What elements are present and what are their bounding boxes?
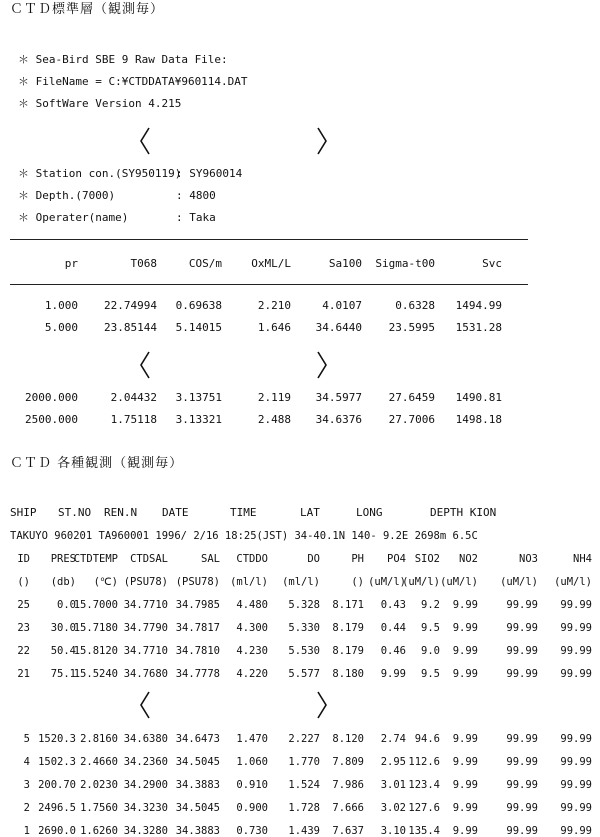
omission-mark-4 [315,350,329,380]
table-cell: 4.0107 [322,299,362,312]
table-cell: 0.43 [380,599,406,611]
table-cell: 99.99 [560,668,592,680]
column-name: PO4 [387,553,406,565]
column-name: NO3 [519,553,538,565]
column-unit: () [351,576,364,588]
table-cell: 3.10 [380,825,406,837]
table-cell: 34.3280 [123,825,168,837]
table-cell: 34.3883 [175,779,220,791]
column-name: CTDTEMP [73,553,118,565]
column-unit: (uM/l) [368,576,406,588]
header-line-software: ＊ SoftWare Version 4.215 [18,97,182,110]
table-cell: 0.6328 [395,299,435,312]
divider-bottom [10,284,528,285]
table-cell: 99.99 [560,733,592,745]
table-cell: 21 [17,668,30,680]
omission-mark-5 [138,690,152,720]
table-cell: 34.3883 [175,825,220,837]
table-cell: 9.99 [452,645,478,657]
table-cell: 5.14015 [175,321,222,334]
table-cell: 99.99 [506,756,538,768]
table-cell: 4.300 [236,622,268,634]
table-cell: 4.220 [236,668,268,680]
table-cell: 75.1 [50,668,76,680]
info-depth-value: : 4800 [176,189,216,202]
column-name: DO [307,553,320,565]
table-cell: 34.6380 [123,733,168,745]
table-cell: 1531.28 [455,321,502,334]
meta-label: TIME [230,506,257,519]
column-name: SAL [201,553,220,565]
table-cell: 9.99 [452,622,478,634]
table-cell: 4 [23,756,30,768]
table-cell: 34.6473 [175,733,220,745]
table-cell: 15.5240 [73,668,118,680]
table-cell: 1.000 [44,299,78,312]
table-cell: 2.95 [380,756,406,768]
table-cell: 3.02 [380,802,406,814]
table-cell: 1.439 [288,825,320,837]
table-cell: 22.74994 [104,299,157,312]
table-cell: 4.480 [236,599,268,611]
meta-label: DEPTH KION [430,506,497,519]
table-cell: 3 [23,779,30,791]
table-cell: 0.44 [380,622,406,634]
table-cell: 9.99 [452,733,478,745]
table-cell: 34.7778 [175,668,220,680]
cruise-meta-line: TAKUYO 960201 TA960001 1996/ 2/16 18:25(JST) 34-40.1N 140- 9.2E 2698m 6.5C [10,530,478,542]
column-name: CTDDO [236,553,268,565]
table-cell: 9.0 [421,645,440,657]
table-cell: 2.0230 [80,779,118,791]
table-cell: 99.99 [506,599,538,611]
table-cell: 34.6440 [315,321,362,334]
column-unit: (uM/l) [554,576,592,588]
table-cell: 50.4 [50,645,76,657]
table-cell: 0.46 [380,645,406,657]
table-cell: 99.99 [560,756,592,768]
table-cell: 34.7790 [123,622,168,634]
table-cell: 34.7680 [123,668,168,680]
column-unit: (uM/l) [500,576,538,588]
table-cell: 7.637 [332,825,364,837]
table-cell: 2.210 [257,299,291,312]
table-cell: 0.910 [236,779,268,791]
table-cell: 9.99 [452,668,478,680]
table-cell: 3.01 [380,779,406,791]
table-cell: 2496.5 [38,802,76,814]
column-unit: () [17,576,30,588]
table-cell: 2.4660 [80,756,118,768]
table-cell: 23.85144 [104,321,157,334]
table-cell: 4.230 [236,645,268,657]
table-cell: 5.000 [44,321,78,334]
table-cell: 3.13751 [175,391,222,404]
table-cell: 1520.3 [38,733,76,745]
table-cell: 1502.3 [38,756,76,768]
table-cell: 2690.0 [38,825,76,837]
table-cell: 2.488 [257,413,291,426]
table-cell: 7.986 [332,779,364,791]
table-cell: 34.7710 [123,645,168,657]
info-operator-label: ＊ Operater(name) [18,211,129,224]
table-cell: 1.646 [257,321,291,334]
table-cell: 1.524 [288,779,320,791]
table-cell: 1.060 [236,756,268,768]
table-cell: 9.99 [452,825,478,837]
table-cell: 94.6 [414,733,440,745]
table-cell: 99.99 [506,825,538,837]
section1-title: ＣＴＤ標準層（観測毎） [10,2,165,17]
table-cell: 9.99 [452,756,478,768]
info-station-value: : SY960014 [176,167,243,180]
table-cell: 0.0 [57,599,76,611]
table-cell: 99.99 [560,825,592,837]
table-cell: 99.99 [506,668,538,680]
table-cell: 2.04432 [110,391,157,404]
table-cell: 34.7817 [175,622,220,634]
table-cell: 2.227 [288,733,320,745]
column-unit: (ml/l) [230,576,268,588]
omission-mark-2 [315,126,329,156]
table-cell: 1.470 [236,733,268,745]
table-cell: 99.99 [506,733,538,745]
table-cell: 99.99 [560,599,592,611]
table-cell: 9.99 [452,779,478,791]
info-operator-value: : Taka [176,211,216,224]
table-cell: 2.74 [380,733,406,745]
table-cell: 5.530 [288,645,320,657]
table-cell: 2500.000 [25,413,78,426]
column-name: NO2 [459,553,478,565]
table-cell: 3.13321 [175,413,222,426]
table-cell: 8.180 [332,668,364,680]
column-unit: (ml/l) [282,576,320,588]
meta-label: LAT [300,506,320,519]
table-cell: 1.7560 [80,802,118,814]
table-cell: 15.7180 [73,622,118,634]
table-cell: 99.99 [560,802,592,814]
column-header: pr [64,257,78,270]
table-cell: 9.5 [421,622,440,634]
table-cell: 1.6260 [80,825,118,837]
table-cell: 1.728 [288,802,320,814]
table-cell: 99.99 [560,645,592,657]
table-cell: 9.99 [380,668,406,680]
table-cell: 112.6 [408,756,440,768]
table-cell: 34.7985 [175,599,220,611]
table-cell: 34.5045 [175,802,220,814]
table-cell: 9.99 [452,599,478,611]
table-cell: 0.730 [236,825,268,837]
omission-mark-6 [315,690,329,720]
divider-top [10,239,528,240]
table-cell: 99.99 [506,645,538,657]
column-header: Sigma-t00 [375,257,435,270]
header-line-rawfile: ＊ Sea-Bird SBE 9 Raw Data File: [18,53,228,66]
table-cell: 5 [23,733,30,745]
column-header: OxML/L [251,257,291,270]
table-cell: 27.6459 [388,391,435,404]
column-name: ID [17,553,30,565]
column-unit: (db) [50,576,76,588]
meta-label: LONG [356,506,383,519]
table-cell: 2.8160 [80,733,118,745]
column-unit: (uM/l) [402,576,440,588]
table-cell: 2000.000 [25,391,78,404]
column-header: COS/m [188,257,222,270]
table-cell: 1.75118 [110,413,157,426]
section2-title: ＣＴＤ 各種観測（観測毎） [10,456,184,471]
meta-label: SHIP [10,506,37,519]
meta-label: ST.NO [58,506,92,519]
column-name: PRES [50,553,76,565]
table-cell: 8.120 [332,733,364,745]
table-cell: 99.99 [506,779,538,791]
meta-label: DATE [162,506,189,519]
table-cell: 1.770 [288,756,320,768]
table-cell: 25 [17,599,30,611]
table-cell: 7.809 [332,756,364,768]
table-cell: 34.3230 [123,802,168,814]
column-name: SIO2 [414,553,440,565]
table-cell: 23 [17,622,30,634]
table-cell: 8.179 [332,622,364,634]
table-cell: 23.5995 [388,321,435,334]
table-cell: 34.5045 [175,756,220,768]
table-cell: 1498.18 [455,413,502,426]
table-cell: 2.119 [257,391,291,404]
table-cell: 27.7006 [388,413,435,426]
table-cell: 1 [23,825,30,837]
column-name: PH [351,553,364,565]
table-cell: 34.7710 [123,599,168,611]
table-cell: 2 [23,802,30,814]
table-cell: 34.2360 [123,756,168,768]
column-header: Sa100 [328,257,362,270]
table-cell: 8.179 [332,645,364,657]
table-cell: 7.666 [332,802,364,814]
table-cell: 34.2900 [123,779,168,791]
column-header: T068 [130,257,157,270]
table-cell: 135.4 [408,825,440,837]
table-cell: 9.2 [421,599,440,611]
table-cell: 99.99 [560,779,592,791]
table-cell: 34.6376 [315,413,362,426]
info-station-label: ＊ Station con.(SY950119) [18,167,182,180]
omission-mark-1 [138,126,152,156]
column-name: CTDSAL [130,553,168,565]
header-line-filename: ＊ FileName = C:¥CTDDATA¥960114.DAT [18,75,248,88]
info-depth-label: ＊ Depth.(7000) [18,189,116,202]
table-cell: 15.7000 [73,599,118,611]
table-cell: 200.70 [38,779,76,791]
column-unit: (℃) [93,576,118,588]
column-unit: (uM/l) [440,576,478,588]
table-cell: 99.99 [506,802,538,814]
table-cell: 5.577 [288,668,320,680]
table-cell: 5.328 [288,599,320,611]
table-cell: 34.5977 [315,391,362,404]
table-cell: 1494.99 [455,299,502,312]
table-cell: 8.171 [332,599,364,611]
column-unit: (PSU78) [123,576,168,588]
table-cell: 34.7810 [175,645,220,657]
table-cell: 0.69638 [175,299,222,312]
column-unit: (PSU78) [175,576,220,588]
table-cell: 0.900 [236,802,268,814]
table-cell: 30.0 [50,622,76,634]
table-cell: 123.4 [408,779,440,791]
table-cell: 127.6 [408,802,440,814]
table-cell: 15.8120 [73,645,118,657]
table-cell: 22 [17,645,30,657]
table-cell: 5.330 [288,622,320,634]
meta-label: REN.N [104,506,138,519]
table-cell: 99.99 [560,622,592,634]
table-cell: 99.99 [506,622,538,634]
omission-mark-3 [138,350,152,380]
table-cell: 9.99 [452,802,478,814]
column-header: Svc [482,257,502,270]
table-cell: 1490.81 [455,391,502,404]
table-cell: 9.5 [421,668,440,680]
column-name: NH4 [573,553,592,565]
